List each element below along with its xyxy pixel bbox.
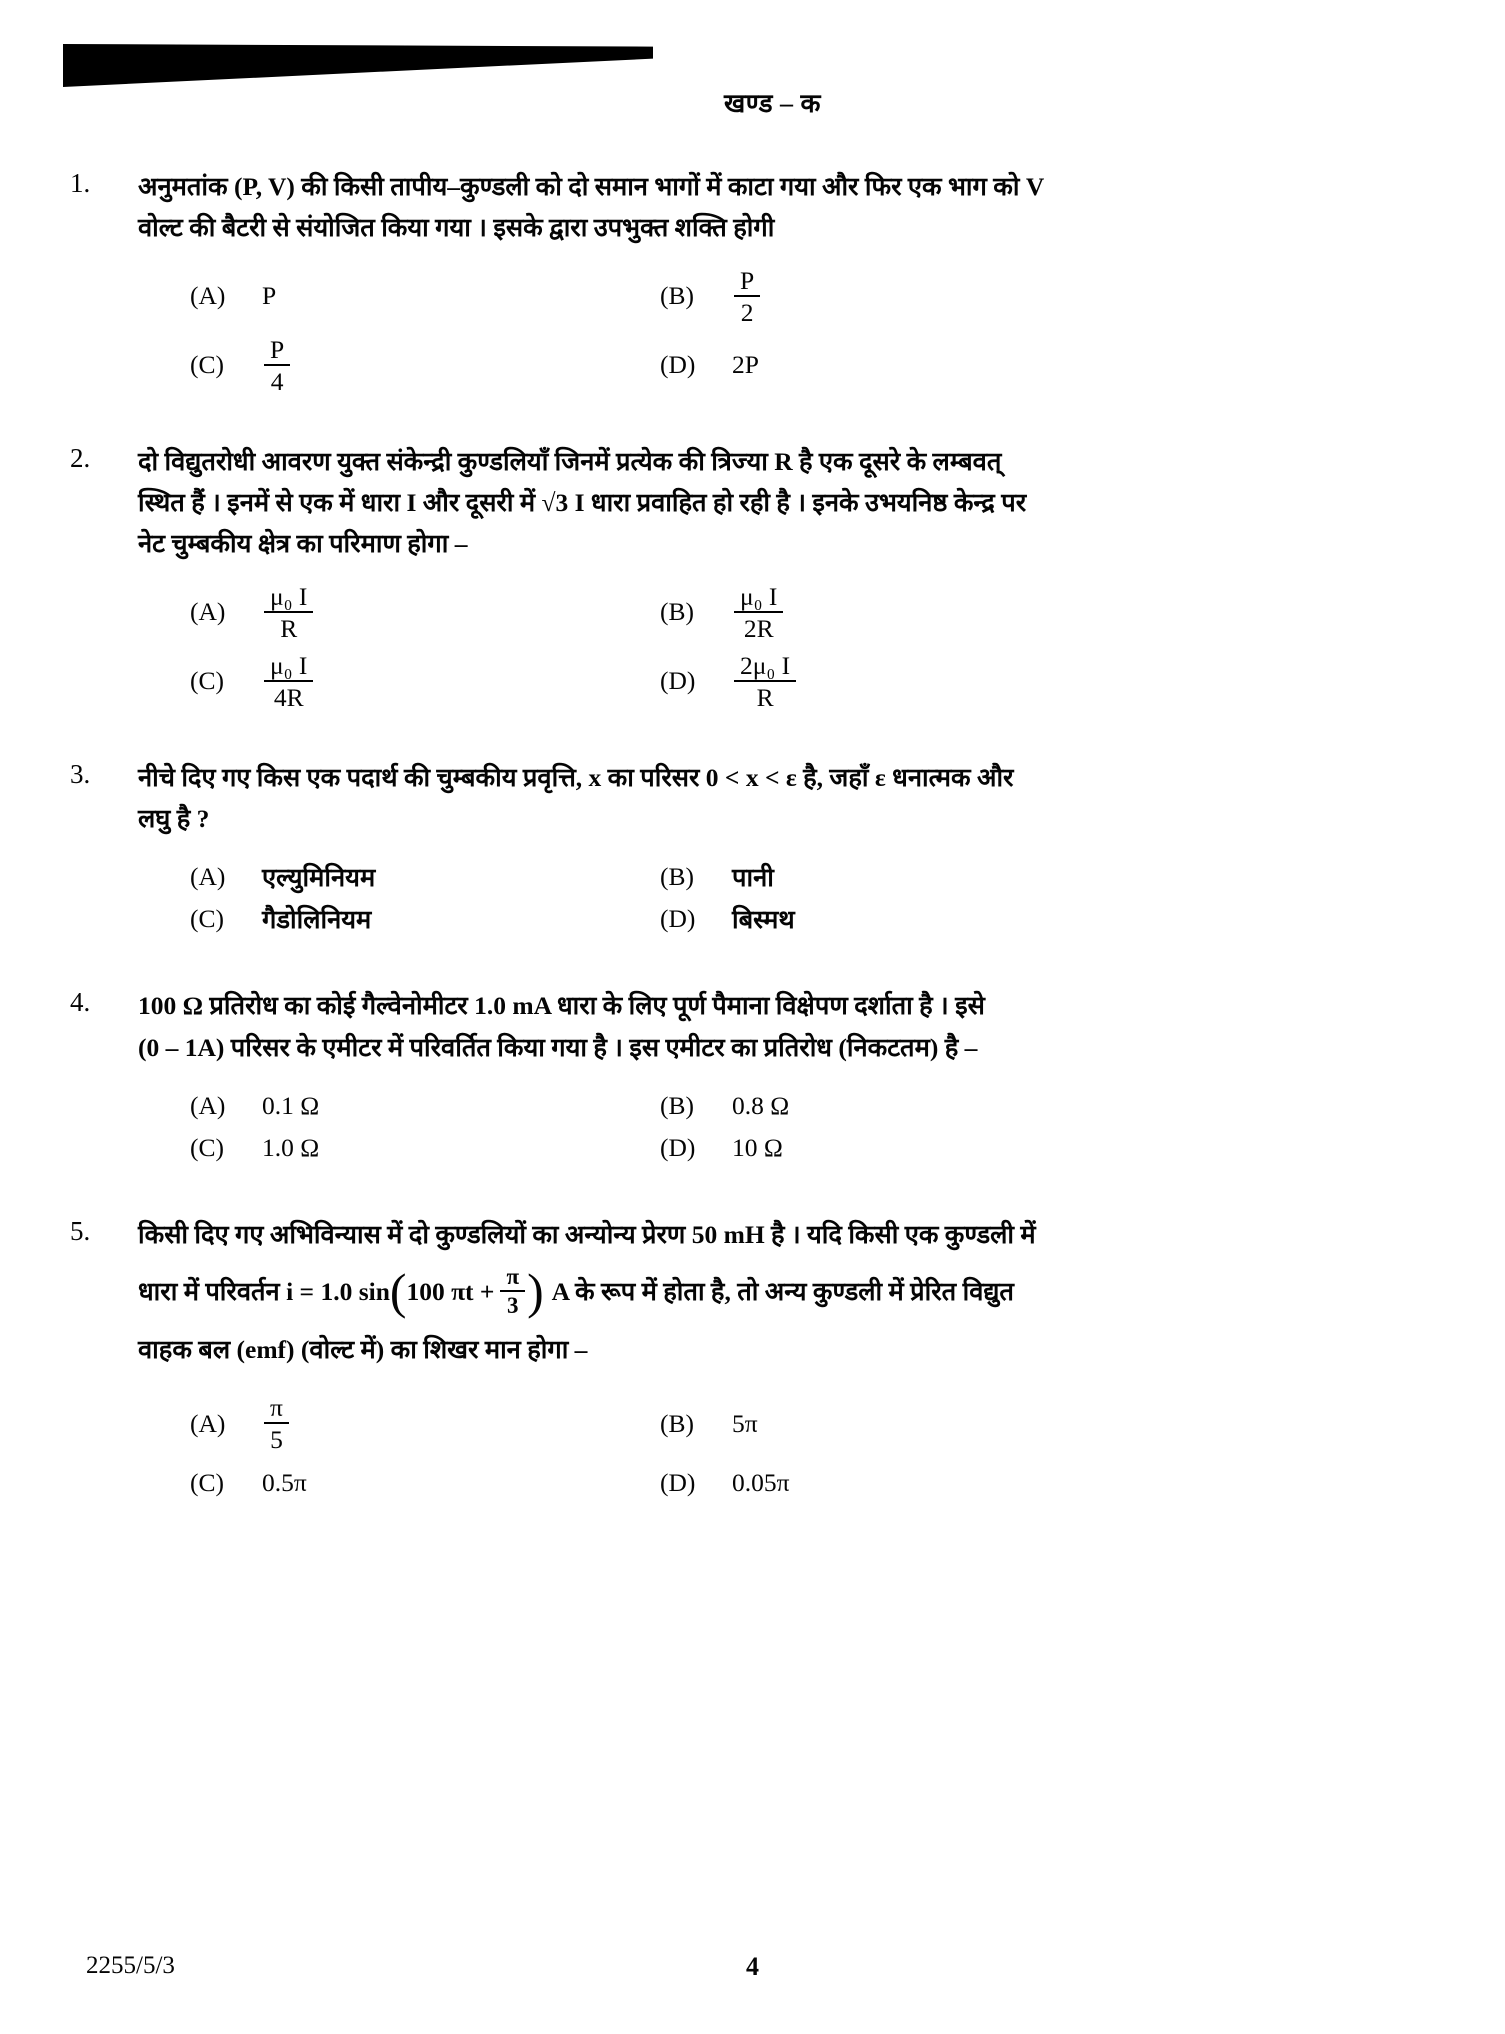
option-d[interactable] bbox=[660, 652, 1447, 711]
fraction bbox=[500, 1265, 525, 1319]
option-label: (C) bbox=[190, 666, 224, 696]
question-body bbox=[138, 985, 1447, 1168]
option-c[interactable] bbox=[190, 652, 660, 711]
option-label: (C) bbox=[190, 1132, 224, 1162]
option-label: (B) bbox=[660, 1408, 694, 1438]
question-number: 1. bbox=[70, 168, 91, 198]
question-text-line: अनुमतांक (P, V) की किसी तापीय–कुण्डली को दो समान भागों में काटा गया और फिर एक भाग को V bbox=[138, 172, 1045, 201]
option-value: एल्युमिनियम bbox=[262, 863, 376, 893]
fraction-numerator: μ₀ I bbox=[264, 583, 313, 613]
formula-suffix-text: A के रूप में होता है, तो अन्य कुण्डली में प्रेरित विद्युत bbox=[551, 1277, 1014, 1307]
option-value: 1.0 Ω bbox=[262, 1132, 320, 1162]
option-c[interactable] bbox=[190, 336, 660, 395]
option-value: 10 Ω bbox=[732, 1132, 783, 1162]
question-number: 4. bbox=[70, 987, 91, 1018]
option-label: (A) bbox=[190, 862, 226, 892]
fraction-denominator: 4R bbox=[273, 682, 304, 712]
fraction bbox=[264, 583, 313, 642]
question-number: 3. bbox=[70, 758, 91, 789]
question-body bbox=[138, 1214, 1447, 1503]
formula-prefix bbox=[138, 1265, 1014, 1319]
fraction-numerator: π bbox=[264, 1394, 289, 1424]
question-text-line: नेट चुम्बकीय क्षेत्र का परिमाण होगा – bbox=[138, 529, 468, 559]
option-value: 0.05π bbox=[732, 1468, 790, 1498]
option-value bbox=[262, 583, 315, 642]
paper-code: 2255/5/3 bbox=[86, 1952, 175, 1979]
question-text-line: किसी दिए गए अभिविन्यास में दो कुण्डलियों का अन्योन्य प्रेरण 50 mH है । यदि किसी एक कुण्डली में bbox=[138, 1219, 1036, 1249]
section-heading: खण्ड – क bbox=[724, 89, 821, 118]
fraction-denominator: 3 bbox=[507, 1293, 519, 1319]
fraction-denominator: 4 bbox=[270, 366, 284, 396]
option-label: (C) bbox=[190, 350, 224, 380]
question-text-line: वाहक बल (emf) (वोल्ट में) का शिखर मान होगा – bbox=[138, 1334, 588, 1364]
option-d[interactable] bbox=[660, 1128, 1447, 1168]
fraction bbox=[264, 336, 290, 395]
page-number: 4 bbox=[746, 1952, 759, 1981]
question-number: 2. bbox=[70, 442, 91, 473]
options-grid bbox=[138, 267, 1447, 395]
fraction-numerator: 2μ₀ I bbox=[734, 652, 796, 682]
question-formula-line bbox=[138, 1265, 1447, 1319]
option-a[interactable] bbox=[190, 1394, 660, 1453]
option-a[interactable] bbox=[190, 583, 660, 642]
fraction-denominator: R bbox=[756, 682, 774, 712]
option-b[interactable] bbox=[660, 857, 1447, 897]
option-label: (B) bbox=[660, 281, 694, 311]
question-2 bbox=[58, 441, 1447, 711]
option-label: (D) bbox=[660, 350, 696, 380]
close-paren: ) bbox=[527, 1263, 544, 1319]
option-label: (D) bbox=[660, 1468, 696, 1498]
fraction bbox=[734, 267, 760, 326]
fraction-numerator: P bbox=[264, 336, 290, 366]
question-text-line: 100 Ω प्रतिरोध का कोई गैल्वेनोमीटर 1.0 mA धारा के लिए पूर्ण पैमाना विक्षेपण दर्शाता है । इसे bbox=[138, 991, 985, 1021]
option-d[interactable] bbox=[660, 336, 1447, 395]
question-text-line: स्थित हैं । इनमें से एक में धारा I और दूसरी में √3 I धारा प्रवाहित हो रही है । इनके उभयनिष्ठ केन्द्र पर bbox=[138, 487, 1027, 517]
question-text-line: (0 – 1A) परिसर के एमीटर में परिवर्तित किया गया है । इस एमीटर का प्रतिरोध (निकटतम) है – bbox=[138, 1032, 978, 1062]
option-label: (A) bbox=[190, 281, 226, 311]
question-5 bbox=[58, 1214, 1447, 1503]
option-value bbox=[262, 652, 315, 711]
option-value bbox=[262, 336, 292, 395]
option-label: (A) bbox=[190, 1408, 226, 1438]
option-b[interactable] bbox=[660, 1394, 1447, 1453]
option-label: (A) bbox=[190, 597, 226, 627]
question-text-line: लघु है ? bbox=[138, 803, 210, 833]
option-value: बिस्मथ bbox=[732, 905, 795, 935]
option-b[interactable] bbox=[660, 1086, 1447, 1126]
question-body bbox=[138, 757, 1447, 940]
option-label: (A) bbox=[190, 1090, 226, 1120]
fraction-numerator: μ₀ I bbox=[264, 652, 313, 682]
option-c[interactable] bbox=[190, 899, 660, 939]
page-footer bbox=[0, 1952, 1505, 1980]
formula-prefix-text: धारा में परिवर्तन i = 1.0 sin bbox=[138, 1277, 390, 1307]
fraction bbox=[264, 1394, 289, 1453]
question-body bbox=[138, 166, 1447, 395]
question-text-line: वोल्ट की बैटरी से संयोजित किया गया । इसके द्वारा उपभुक्त शक्ति होगी bbox=[138, 213, 775, 243]
options-grid bbox=[138, 857, 1447, 939]
question-3 bbox=[58, 757, 1447, 940]
question-4 bbox=[58, 985, 1447, 1168]
fraction bbox=[264, 652, 313, 711]
option-c[interactable] bbox=[190, 1463, 660, 1503]
option-b[interactable] bbox=[660, 267, 1447, 326]
option-a[interactable] bbox=[190, 267, 660, 326]
option-label: (B) bbox=[660, 862, 694, 892]
open-paren: ( bbox=[389, 1263, 407, 1319]
option-value bbox=[732, 652, 798, 711]
option-d[interactable] bbox=[660, 1463, 1447, 1503]
option-a[interactable] bbox=[190, 1086, 660, 1126]
option-label: (C) bbox=[190, 1468, 224, 1498]
option-label: (B) bbox=[660, 597, 694, 627]
option-d[interactable] bbox=[660, 899, 1447, 939]
option-value: 0.5π bbox=[262, 1468, 307, 1498]
options-grid bbox=[138, 583, 1447, 711]
option-label: (D) bbox=[660, 1132, 696, 1162]
option-a[interactable] bbox=[190, 857, 660, 897]
option-value: 0.1 Ω bbox=[262, 1090, 320, 1120]
options-grid bbox=[138, 1394, 1447, 1503]
formula-inside-left: 100 πt + bbox=[406, 1277, 495, 1307]
question-text-line: नीचे दिए गए किस एक पदार्थ की चुम्बकीय प्रवृत्ति, x का परिसर 0 < x < ε है, जहाँ ε धनात्मक और bbox=[138, 762, 1014, 792]
option-value: P bbox=[262, 281, 277, 311]
option-value bbox=[262, 1394, 291, 1453]
option-value: पानी bbox=[732, 863, 774, 893]
fraction-denominator: 2 bbox=[740, 297, 754, 327]
option-b[interactable] bbox=[660, 583, 1447, 642]
question-body bbox=[138, 441, 1447, 711]
option-value: 5π bbox=[732, 1408, 758, 1438]
option-label: (D) bbox=[660, 904, 696, 934]
option-label: (C) bbox=[190, 904, 224, 934]
option-value bbox=[732, 267, 762, 326]
question-text-line: दो विद्युतरोधी आवरण युक्त संकेन्द्री कुण्डलियाँ जिनमें प्रत्येक की त्रिज्या R है एक दूसरे के लम्बवत् bbox=[138, 446, 1002, 476]
option-value bbox=[732, 583, 785, 642]
option-c[interactable] bbox=[190, 1128, 660, 1168]
fraction bbox=[734, 583, 783, 642]
option-value: गैडोलिनियम bbox=[262, 905, 372, 935]
fraction-denominator: R bbox=[280, 613, 298, 643]
fraction-denominator: 5 bbox=[270, 1425, 283, 1455]
option-label: (B) bbox=[660, 1090, 694, 1120]
option-value: 0.8 Ω bbox=[732, 1090, 790, 1120]
option-value: 2P bbox=[732, 350, 759, 380]
fraction bbox=[734, 652, 796, 711]
fraction-denominator: 2R bbox=[743, 613, 774, 643]
question-1 bbox=[58, 166, 1447, 395]
options-grid bbox=[138, 1086, 1447, 1168]
option-label: (D) bbox=[660, 666, 696, 696]
fraction-numerator: μ₀ I bbox=[734, 583, 783, 613]
question-number: 5. bbox=[70, 1215, 91, 1246]
fraction-numerator: P bbox=[734, 267, 760, 297]
fraction-numerator: π bbox=[500, 1265, 525, 1292]
